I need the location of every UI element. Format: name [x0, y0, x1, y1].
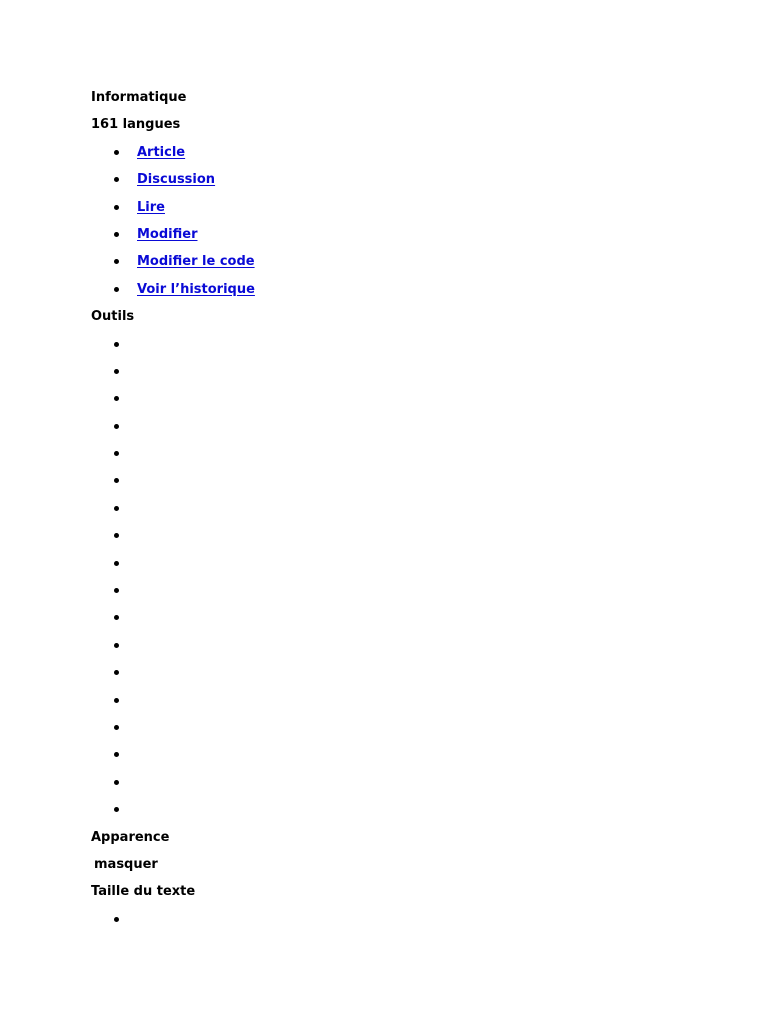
- bullet-icon: [114, 752, 119, 757]
- list-item: [91, 659, 691, 686]
- bullet-icon: [114, 451, 119, 456]
- bullet-icon: [114, 232, 119, 237]
- tools-list: [91, 331, 691, 824]
- bullet-icon: [114, 533, 119, 538]
- hide-button[interactable]: masquer: [94, 856, 158, 872]
- bullet-icon: [114, 259, 119, 264]
- bullet-icon: [114, 424, 119, 429]
- bullet-icon: [114, 506, 119, 511]
- bullet-icon: [114, 478, 119, 483]
- view-link[interactable]: Lire: [137, 199, 165, 215]
- list-item: [91, 714, 691, 741]
- view-link[interactable]: Voir l’historique: [137, 281, 255, 297]
- list-item: [91, 221, 691, 248]
- appearance-heading: Apparence: [91, 829, 170, 845]
- list-item: [91, 769, 691, 796]
- text-size-heading: Taille du texte: [91, 884, 196, 900]
- list-item: [91, 604, 691, 631]
- bullet-icon: [114, 643, 119, 648]
- view-link[interactable]: Modifier le code: [137, 254, 255, 270]
- views-list: [91, 139, 691, 303]
- list-item: [91, 522, 691, 549]
- bullet-icon: [114, 205, 119, 210]
- bullet-icon: [114, 177, 119, 182]
- list-item: [91, 276, 691, 303]
- list-item: [91, 632, 691, 659]
- bullet-icon: [114, 342, 119, 347]
- bullet-icon: [114, 396, 119, 401]
- list-item: [91, 467, 691, 494]
- bullet-icon: [114, 615, 119, 620]
- list-item: [91, 139, 691, 166]
- list-item: [91, 440, 691, 467]
- view-link[interactable]: Modifier: [137, 226, 198, 242]
- list-item: [91, 385, 691, 412]
- list-item: [91, 358, 691, 385]
- bullet-icon: [114, 287, 119, 292]
- bullet-icon: [114, 698, 119, 703]
- list-item: [91, 796, 691, 823]
- list-item: [91, 166, 691, 193]
- bullet-icon: [114, 725, 119, 730]
- bullet-icon: [114, 588, 119, 593]
- bullet-icon: [114, 150, 119, 155]
- list-item: [91, 194, 691, 221]
- list-item: [91, 906, 691, 933]
- list-item: [91, 331, 691, 358]
- list-item: [91, 413, 691, 440]
- page-title: Informatique: [91, 90, 187, 105]
- bullet-icon: [114, 917, 119, 922]
- list-item: [91, 577, 691, 604]
- bullet-icon: [114, 670, 119, 675]
- page-content: [91, 84, 691, 933]
- bullet-icon: [114, 561, 119, 566]
- bullet-icon: [114, 369, 119, 374]
- list-item: [91, 248, 691, 275]
- bullet-icon: [114, 780, 119, 785]
- view-link[interactable]: Article: [137, 144, 186, 160]
- language-count[interactable]: 161 langues: [91, 117, 181, 133]
- list-item: [91, 550, 691, 577]
- bullet-icon: [114, 807, 119, 812]
- text-size-list: [91, 906, 691, 933]
- list-item: [91, 687, 691, 714]
- list-item: [91, 495, 691, 522]
- view-link[interactable]: Discussion: [137, 172, 216, 188]
- list-item: [91, 741, 691, 768]
- tools-heading[interactable]: Outils: [91, 309, 135, 325]
